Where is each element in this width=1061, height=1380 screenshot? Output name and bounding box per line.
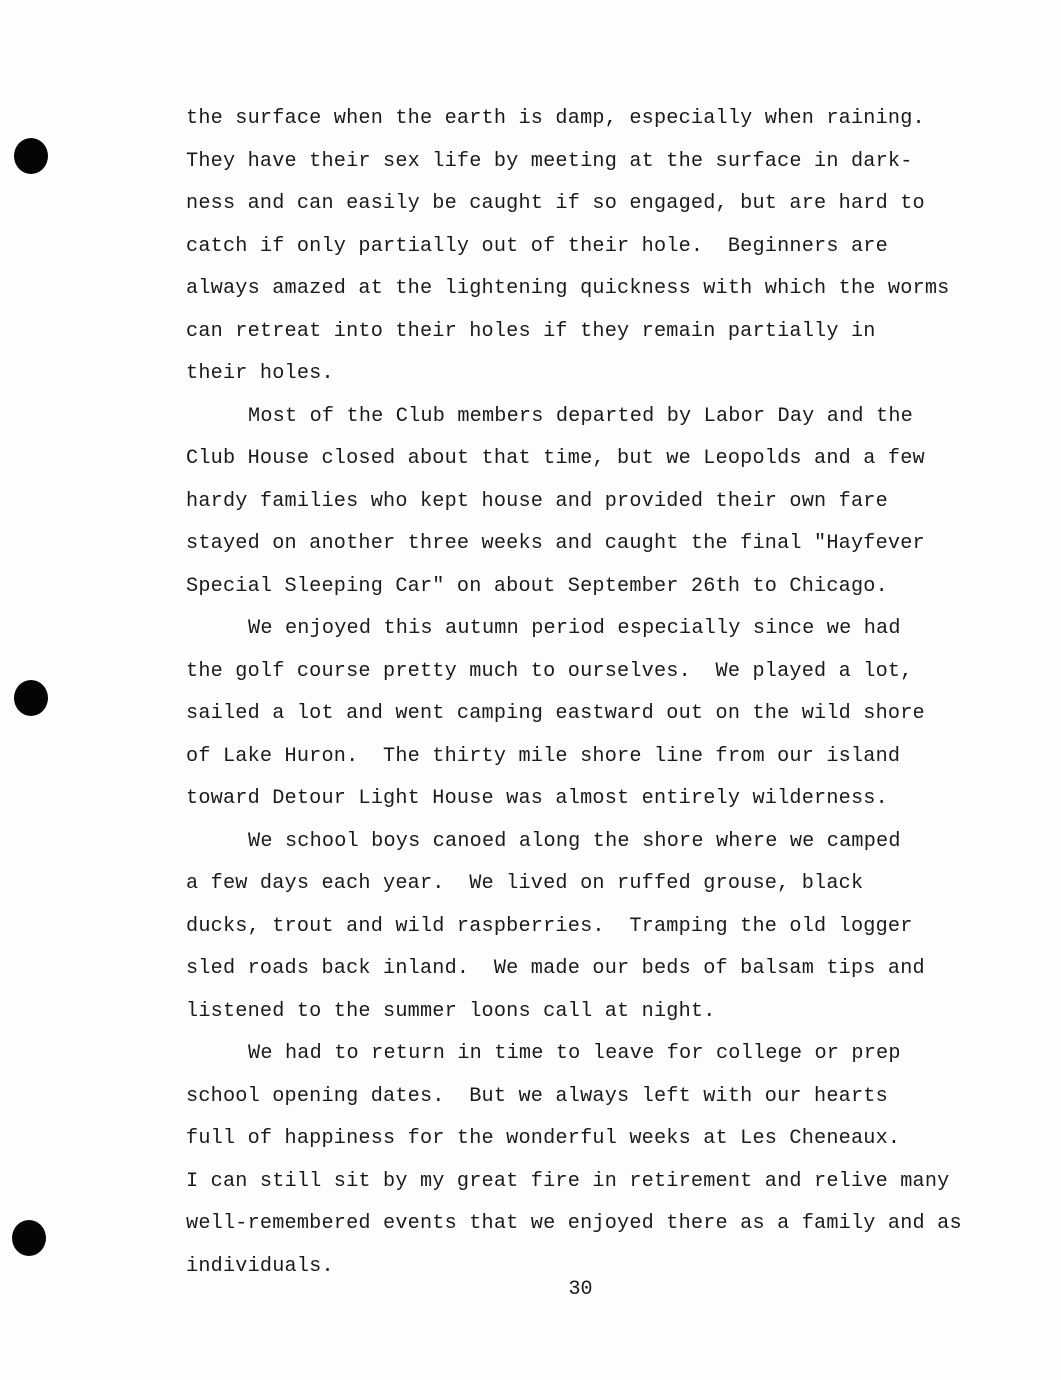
text-line: ducks, trout and wild raspberries. Tramping the old logger <box>186 914 913 938</box>
text-line: They have their sex life by meeting at the surface in dark- <box>186 149 913 173</box>
text-line: toward Detour Light House was almost entirely wilderness. <box>186 787 888 810</box>
text-line: Special Sleeping Car" on about September 26th to Chicago. <box>186 574 888 598</box>
text-line: of Lake Huron. The thirty mile shore line from our island <box>186 744 901 768</box>
text-line: listened to the summer loons call at night. <box>186 999 716 1023</box>
text-line: the surface when the earth is damp, especially when raining. <box>186 107 925 130</box>
text-line: always amazed at the lightening quickness with which the worms <box>186 277 950 300</box>
paragraph-start-line: Most of the Club members departed by Labor Day and the <box>248 404 913 428</box>
text-line: sled roads back inland. We made our beds of balsam tips and <box>186 957 925 980</box>
text-line: Club House closed about that time, but we Leopolds and a few <box>186 447 925 470</box>
text-line: I can still sit by my great fire in retirement and relive many <box>186 1169 950 1193</box>
text-line: ness and can easily be caught if so engaged, but are hard to <box>186 192 925 215</box>
text-line: hardy families who kept house and provided their own fare <box>186 489 888 513</box>
paragraph-start-line: We school boys canoed along the shore where we camped <box>248 829 901 853</box>
text-line: can retreat into their holes if they remain partially in <box>186 319 876 343</box>
paragraph-start-line: We enjoyed this autumn period especially since we had <box>248 617 901 640</box>
punch-hole-top <box>14 138 48 174</box>
page-number: 30 <box>568 1278 593 1301</box>
text-line: a few days each year. We lived on ruffed grouse, black <box>186 872 864 895</box>
text-line: sailed a lot and went camping eastward out on the wild shore <box>186 702 925 725</box>
text-line: school opening dates. But we always left with our hearts <box>186 1084 888 1108</box>
text-line: the golf course pretty much to ourselves. We played a lot, <box>186 659 913 683</box>
text-line: full of happiness for the wonderful weeks at Les Cheneaux. <box>186 1127 901 1150</box>
punch-hole-bottom <box>12 1220 46 1256</box>
text-line: stayed on another three weeks and caught the final "Hayfever <box>186 532 925 555</box>
paragraph-start-line: We had to return in time to leave for college or prep <box>248 1042 901 1065</box>
punch-hole-middle <box>14 680 48 716</box>
body-text <box>186 98 1006 1288</box>
text-line: catch if only partially out of their hole. Beginners are <box>186 234 888 258</box>
text-line: their holes. <box>186 362 334 385</box>
text-line: well-remembered events that we enjoyed there as a family and as <box>186 1212 962 1235</box>
text-line: individuals. <box>186 1254 334 1278</box>
